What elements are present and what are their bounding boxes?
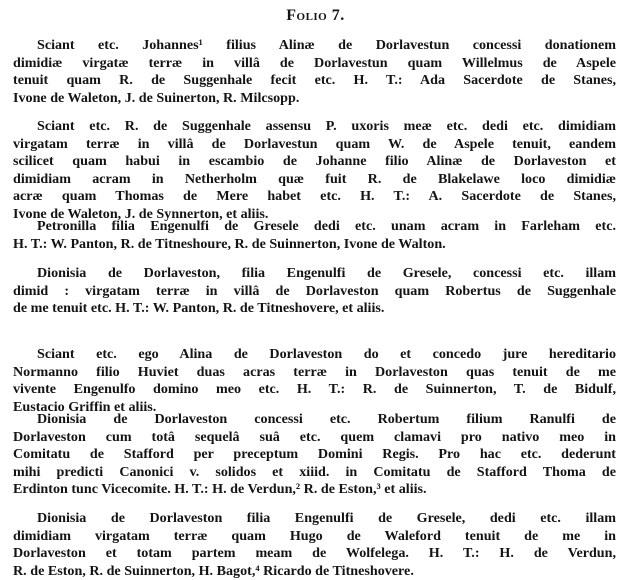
text-line: Eustacio Griffin et aliis. bbox=[13, 398, 157, 415]
text-line: dimid : virgatam terræ in villâ de Dorlaveston quam Robertus de Suggenhale bbox=[13, 282, 616, 299]
text-line: R. de Eston, R. de Suinnerton, H. Bagot,⁴ Ricardo de Titneshovere. bbox=[13, 562, 414, 579]
text-line: Comitatu de Stafford per preceptum Domini Regis. Pro hac etc. dederunt bbox=[13, 446, 616, 463]
charter-paragraph bbox=[13, 218, 616, 253]
text-line: dimidiam virgatam terræ quam Hugo de Waleford tenuit de me in bbox=[13, 527, 616, 544]
charter-paragraph bbox=[13, 265, 616, 318]
text-line: Normanno filio Huviet duas acras terræ in Dorlaveston quas tenuit de me bbox=[13, 363, 616, 380]
text-line: Erdinton tunc Vicecomite. H. T.: H. de Verdun,² R. de Eston,³ et aliis. bbox=[13, 481, 427, 498]
charter-paragraph bbox=[13, 118, 616, 224]
text-line: H. T.: W. Panton, R. de Titneshoure, R. de Suinnerton, Ivone de Walton. bbox=[13, 235, 446, 252]
charter-paragraph bbox=[13, 346, 616, 416]
text-line: mihi predicti Canonici v. solidos et xiiid. in Comitatu de Stafford Thoma de bbox=[13, 463, 616, 480]
charter-paragraph bbox=[13, 510, 616, 580]
text-line: Petronilla filia Engenulfi de Gresele dedi etc. unam acram in Farleham etc. bbox=[37, 218, 616, 234]
text-line: dimidiam acram in Netherholm quæ fuit R. de Blakelawe loco dimidiæ bbox=[13, 170, 616, 187]
text-line: Dionisia de Dorlaveston concessi etc. Robertum filium Ranulfi de bbox=[37, 411, 616, 427]
text-line: vivente Engenulfo domino meo etc. H. T.: R. de Suinnerton, T. de Bidulf, bbox=[13, 381, 616, 398]
text-line: scilicet quam habui in escambio de Johanne filio Alinæ de Dorlaveston et bbox=[13, 153, 616, 170]
text-line: dimidiæ virgatæ terræ in villâ de Dorlavestun quam Willelmus de Aspele bbox=[13, 54, 616, 71]
charter-paragraph bbox=[13, 411, 616, 499]
text-line: Sciant etc. Johannes¹ filius Alinæ de Dorlavestun concessi donationem bbox=[37, 37, 616, 53]
text-line: Dorlaveston cum totâ sequelâ suâ etc. quem clamavi pro nativo meo in bbox=[13, 428, 616, 445]
text-line: Ivone de Waleton, J. de Suinerton, R. Milcsopp. bbox=[13, 89, 300, 106]
text-line: Sciant etc. ego Alina de Dorlaveston do et concedo jure hereditario bbox=[37, 346, 616, 362]
text-line: tenuit quam R. de Suggenhale fecit etc. H. T.: Ada Sacerdote de Stanes, bbox=[13, 72, 616, 89]
text-line: Ivone de Waleton, J. de Synnerton, et aliis. bbox=[13, 205, 269, 222]
text-line: virgatam terræ in villâ de Dorlavestun quam W. de Aspele tenuit, eandem bbox=[13, 135, 616, 152]
text-line: Dorlaveston et totam partem meam de Wolfelega. H. T.: H. de Verdun, bbox=[13, 545, 616, 562]
folio-heading: Folio 7. bbox=[286, 7, 345, 24]
text-line: Dionisia de Dorlaveston filia Engenulfi de Gresele, dedi etc. illam bbox=[37, 510, 616, 526]
text-line: Dionisia de Dorlaveston, filia Engenulfi de Gresele, concessi etc. illam bbox=[37, 265, 616, 281]
text-line: de me tenuit etc. H. T.: W. Panton, R. de Titneshovere, et aliis. bbox=[13, 300, 385, 317]
text-line: Sciant etc. R. de Suggenhale assensu P. uxoris meæ etc. dedi etc. dimidiam bbox=[37, 118, 616, 134]
text-line: acræ quam Thomas de Mere habet etc. H. T.: A. Sacerdote de Stanes, bbox=[13, 188, 616, 205]
charter-paragraph bbox=[13, 37, 616, 107]
